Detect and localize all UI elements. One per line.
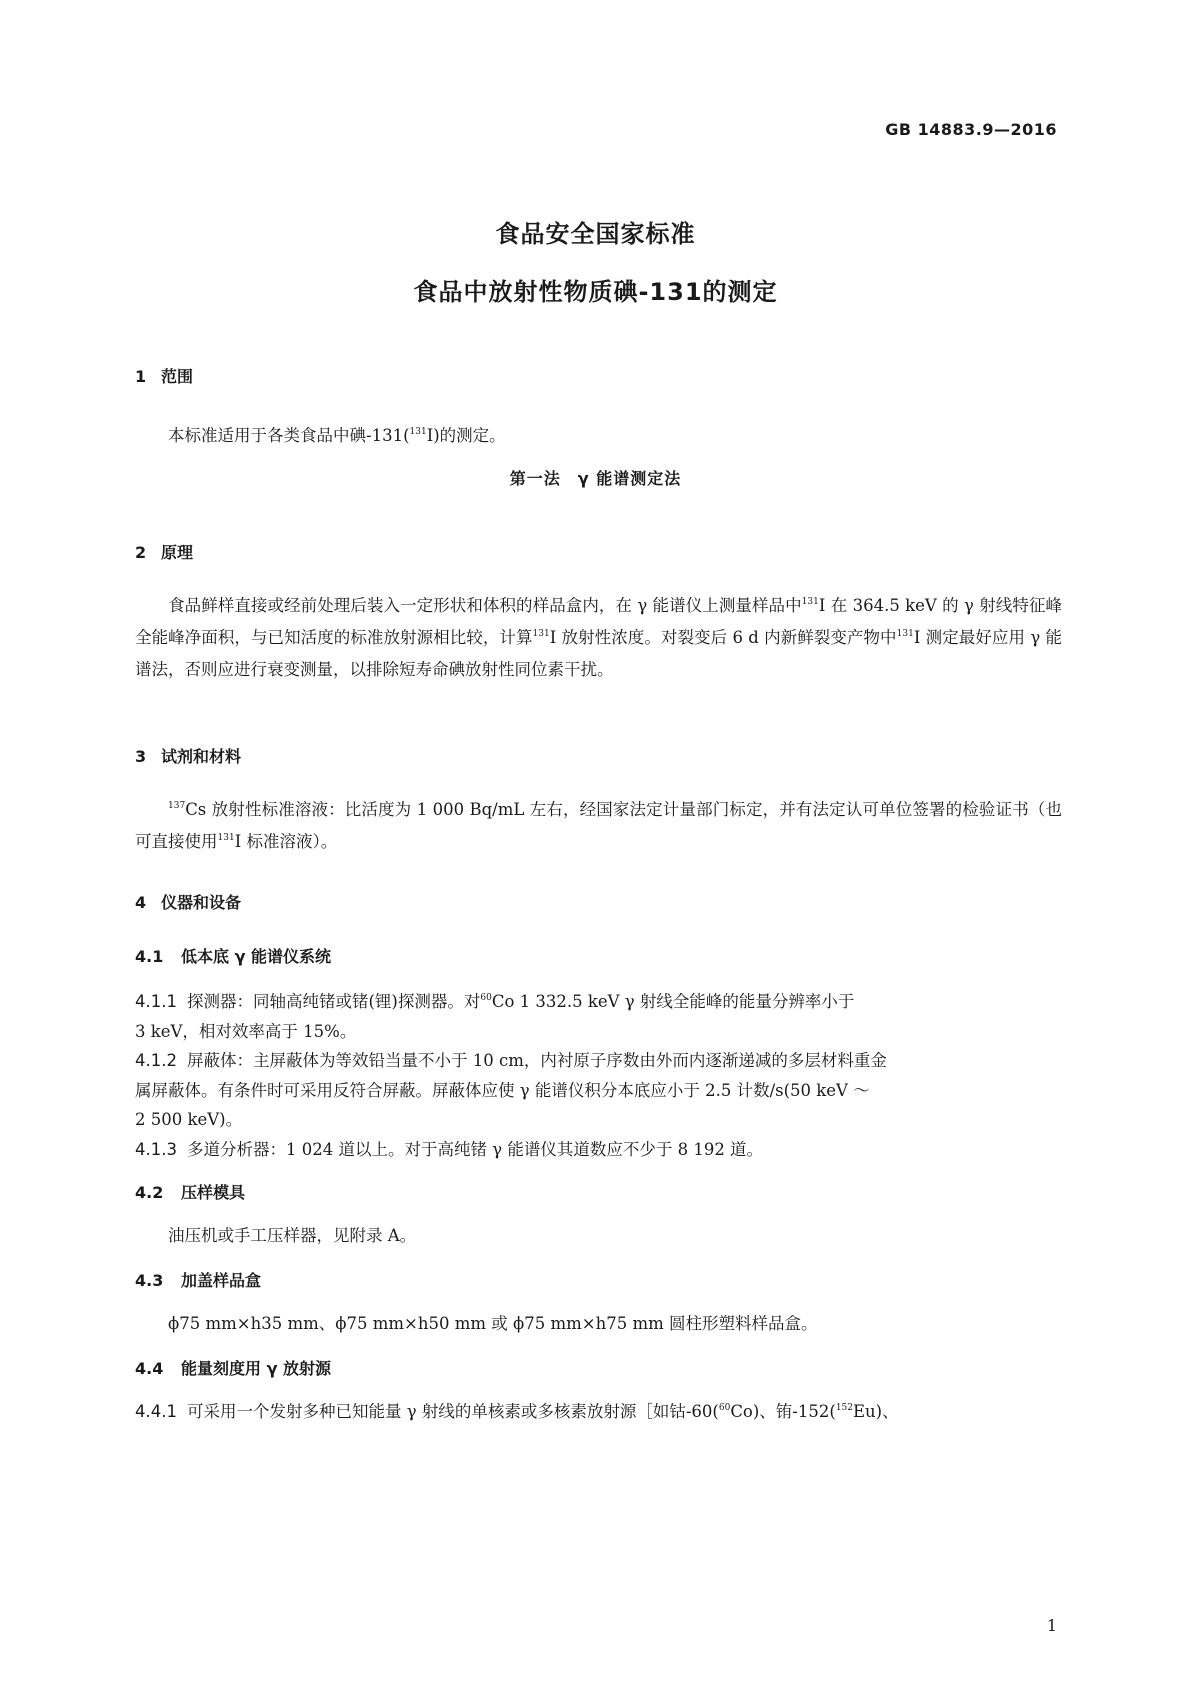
clause-4-3-text: ϕ75 mm×h35 mm、ϕ75 mm×h50 mm 或 ϕ75 mm×h75 mm 圆柱形塑料样品盒。: [168, 1314, 818, 1333]
section-heading-3: [135, 744, 241, 767]
clause-number: 4.4.1: [135, 1402, 177, 1421]
section-heading-2: [135, 540, 193, 563]
superscript: 131: [409, 427, 427, 437]
subsection-heading-4-2: [135, 1180, 245, 1203]
standard-code: GB 14883.9—2016: [885, 120, 1057, 139]
clause-4-1-1-line1: 4.1.1 探测器：同轴高纯锗或锗(锂)探测器。对$^{60}$Co 1 332.5 keV γ 射线全能峰的能量分辨率小于: [135, 992, 855, 1011]
section-number: 4: [135, 893, 147, 912]
subsection-number: 4.2: [135, 1183, 164, 1202]
subsection-heading-4-3: [135, 1268, 261, 1291]
clause-4-1-2-line3: 2 500 keV)。: [135, 1110, 243, 1129]
clause-number: 4.1.2: [135, 1051, 177, 1070]
page-number: 1: [1046, 1616, 1057, 1635]
subsection-number: 4.1: [135, 947, 164, 966]
section-title: 原理: [161, 543, 194, 562]
clause-number: 4.1.3: [135, 1140, 177, 1159]
clause-4-4-1: 4.4.1 可采用一个发射多种已知能量 γ 射线的单核素或多核素放射源［如钴-60($^{60}$Co)、铕-152($^{152}$Eu)、: [135, 1402, 899, 1421]
subsection-title: 低本底 γ 能谱仪系统: [181, 947, 332, 966]
scope-paragraph: 本标准适用于各类食品中碘-131($^{131}$I)的测定。: [168, 426, 506, 445]
section-number: 2: [135, 543, 147, 562]
clause-4-1-2-line1: 4.1.2 屏蔽体：主屏蔽体为等效铅当量不小于 10 cm，内衬原子序数由外而内逐渐递减的多层材料重金: [135, 1051, 887, 1070]
clause-4-1-1-line2: 3 keV，相对效率高于 15%。: [135, 1022, 357, 1041]
reagents-paragraph: $^{137}$Cs 放射性标准溶液：比活度为 1 000 Bq/mL 左右，经国家法定计量部门标定，并有法定认可单位签署的检验证书（也可直接使用$^{131}$I 标准溶液）。: [135, 800, 1062, 851]
document-subtitle: 食品中放射性物质碘-131的测定: [413, 278, 778, 306]
section-title: 仪器和设备: [161, 893, 242, 912]
clause-number: 4.1.1: [135, 992, 177, 1011]
clause-4-1-3: 4.1.3 多道分析器：1 024 道以上。对于高纯锗 γ 能谱仪其道数应不少于 8 192 道。: [135, 1140, 764, 1159]
section-heading-4: [135, 890, 241, 913]
subsection-title: 加盖样品盒: [181, 1271, 262, 1290]
document-title: 食品安全国家标准: [495, 220, 696, 248]
subsection-title: 压样模具: [181, 1183, 246, 1202]
principle-paragraph: 食品鲜样直接或经前处理后装入一定形状和体积的样品盒内，在 γ 能谱仪上测量样品中$^{131}$I 在 364.5 keV 的 γ 射线特征峰全能峰净面积，与已知活度的标准放射源相比较，计算$^{131}$I 放射性浓度。对裂变后 6 d 内新鲜裂变产物中$^{131}$I 测定最好应用 γ 能谱法，否则应进行衰变测量，以排除短寿命碘放射性同位素干扰。: [135, 596, 1062, 679]
subsection-heading-4-4: [135, 1356, 331, 1379]
subsection-number: 4.4: [135, 1359, 164, 1378]
section-title: 范围: [161, 367, 194, 386]
subsection-title: 能量刻度用 γ 放射源: [181, 1359, 332, 1378]
section-heading-1: [135, 364, 193, 387]
subsection-heading-4-1: [135, 944, 331, 967]
section-number: 3: [135, 747, 147, 766]
section-title: 试剂和材料: [161, 747, 242, 766]
clause-4-1-2-line2: 属屏蔽体。有条件时可采用反符合屏蔽。屏蔽体应使 γ 能谱仪积分本底应小于 2.5 计数/s(50 keV ～: [135, 1081, 870, 1100]
clause-4-2-text: 油压机或手工压样器，见附录 A。: [168, 1226, 417, 1245]
method-heading: 第一法 γ 能谱测定法: [509, 469, 682, 488]
section-number: 1: [135, 367, 147, 386]
subsection-number: 4.3: [135, 1271, 164, 1290]
